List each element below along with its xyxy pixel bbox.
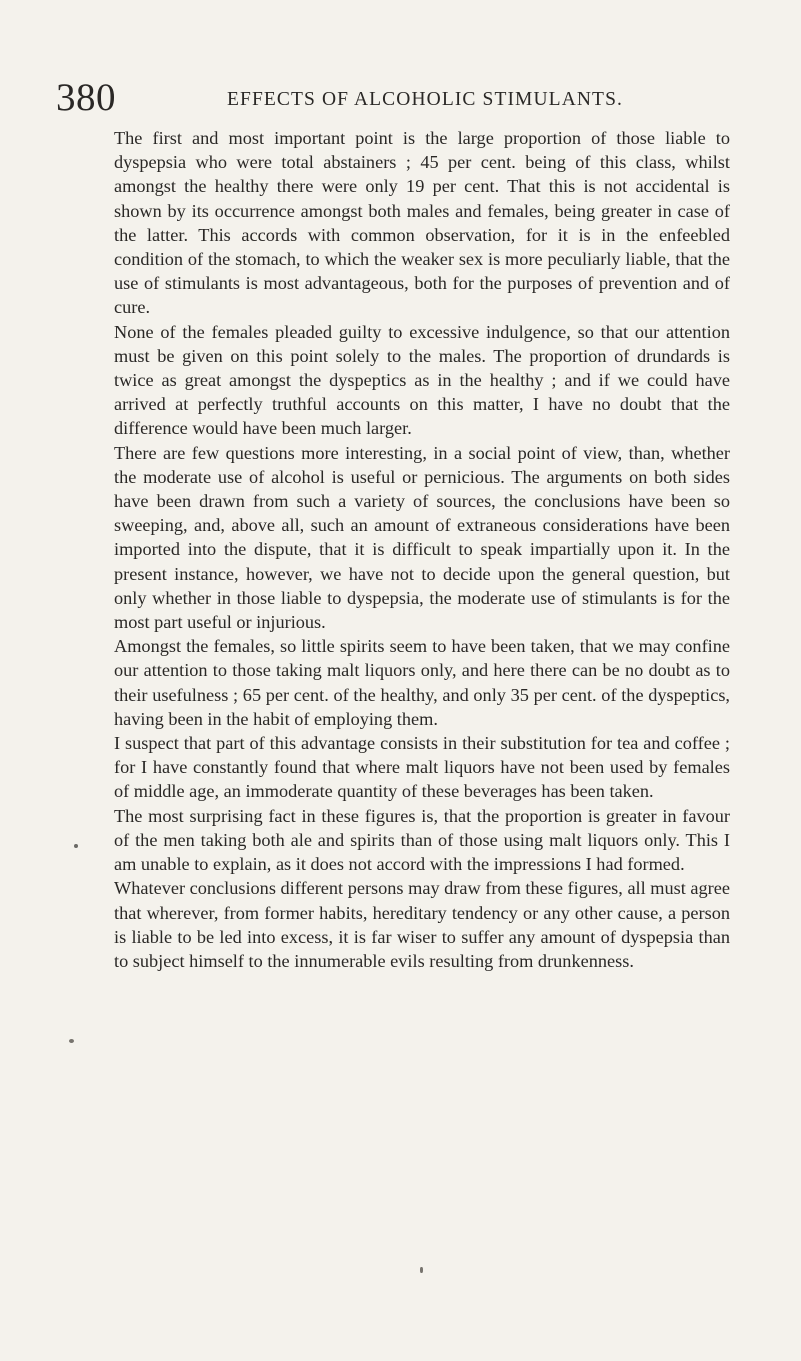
paragraph: Amongst the females, so little spirits seem to have been taken, that we may confine our attention to those taking malt liquors only, and here there can be no doubt as to their usefulness ; 65 per cent. of the healthy, and only 35 per cent. of the dyspeptics, having been in the habit of employing them. [114,636,730,729]
paragraph: I suspect that part of this advantage consists in their substitution for tea and coffee ; for I have constantly found that where malt liquors have not been used by females of middle age, an immoderate quantity of these beverages has been taken. [114,733,730,802]
ink-speck [420,1267,423,1273]
paragraph: None of the females pleaded guilty to excessive indulgence, so that our attention must be given on this point solely to the males. The proportion of drundards is twice as great amongst the dyspeptics as in the healthy ; and if we could have arrived at perfectly truthful accounts on this matter, I have no doubt that the difference would have been much larger. [114,321,730,439]
paragraph: The first and most important point is the large proportion of those liable to dyspepsia who were total abstainers ; 45 per cent. being of this class, whilst amongst the healthy there were only 19 per cent. That this is not accidental is shown by its occurrence amongst both males and females, being greater in case of the latter. This accords with common observation, for it is in the enfeebled condition of the stomach, to which the weaker sex is more peculiarly liable, that the use of stimulants is most advantageous, both for the purposes of prevention and of cure. [114,128,730,318]
ink-speck [74,844,78,848]
paragraph: The most surprising fact in these figures is, that the proportion is greater in favour of the men taking both ale and spirits than of those using malt liquors only. This I am unable to explain, as it does not accord with the impressions I had formed. [114,805,730,875]
body-text [114,126,730,973]
paragraph: Whatever conclusions different persons may draw from these figures, all must agree that wherever, from former habits, hereditary tendency or any other cause, a person is liable to be led into excess, it is far wiser to suffer any amount of dyspepsia than to subject himself to the innumerable evils resulting from drunkenness. [114,878,730,971]
paragraph: There are few questions more interesting, in a social point of view, than, whether the moderate use of alcohol is useful or pernicious. The arguments on both sides have been drawn from such a variety of sources, the conclusions have been so sweeping, and, above all, such an amount of extraneous considerations have been imported into the dispute, that it is difficult to speak impartially upon it. In the present instance, however, we have not to decide upon the general question, but only whether in those liable to dyspepsia, the moderate use of stimulants is for the most part useful or injurious. [114,442,730,633]
page-number: 380 [56,76,116,119]
ink-speck [69,1039,74,1043]
running-head: EFFECTS OF ALCOHOLIC STIMULANTS. [227,89,623,110]
page-header [56,78,746,118]
